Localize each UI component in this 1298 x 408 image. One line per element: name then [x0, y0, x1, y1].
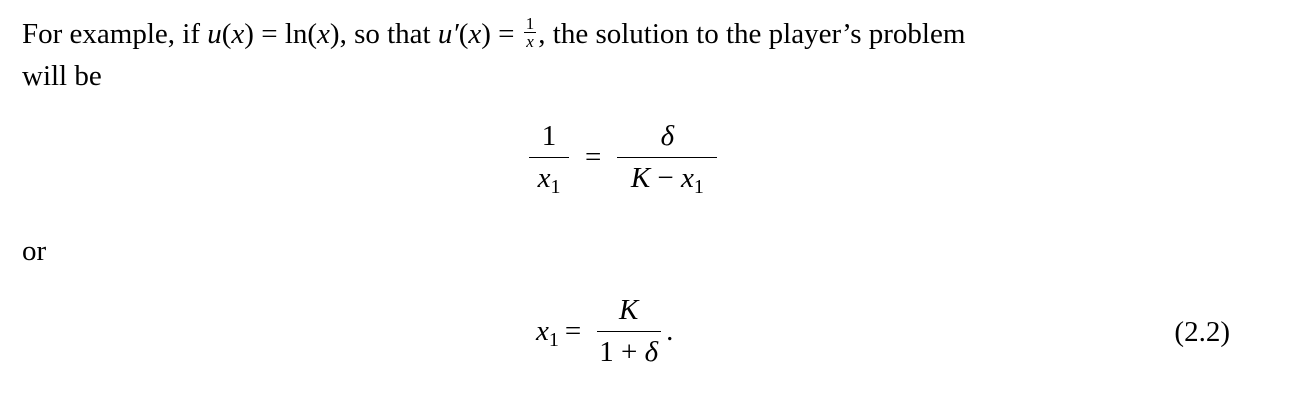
plus-sign: +	[613, 336, 645, 368]
var-x: x	[231, 18, 245, 50]
paragraph-intro: For example, if u(x) = ln(x), so that u′(x) = $\frac{1}{x}$ , the solution to the player’s problem will be	[22, 13, 966, 92]
var-delta: δ	[660, 120, 675, 152]
fraction-rhs	[593, 294, 664, 369]
inline-fraction	[524, 15, 537, 50]
subscript: 1	[693, 176, 704, 198]
equals-sign-2: =	[490, 18, 522, 50]
var-x: x	[537, 162, 551, 194]
var-x: x	[536, 315, 549, 347]
text-so-that: ), so that	[329, 18, 438, 50]
fraction-rhs-denominator	[625, 158, 710, 198]
fraction-lhs-numerator: 1	[529, 120, 569, 158]
var-K: K	[618, 294, 639, 326]
fraction-rhs-denominator	[593, 332, 664, 369]
inline-fraction-numerator: 1	[525, 13, 535, 33]
fraction-lhs-denominator	[532, 158, 567, 198]
equation-1	[525, 120, 721, 198]
period: .	[666, 315, 674, 347]
equation-number: (2.2)	[1174, 316, 1230, 348]
fraction-rhs-numerator	[597, 294, 661, 332]
text-will-be: will be	[22, 60, 102, 92]
fraction-rhs	[617, 120, 717, 198]
subscript: 1	[550, 176, 561, 198]
var-delta: δ	[644, 336, 659, 368]
text-or: or	[22, 235, 47, 267]
text-ln: ln(	[284, 18, 318, 50]
var-u: u	[207, 18, 222, 50]
subscript: 1	[548, 329, 559, 351]
equals-sign: =	[564, 315, 582, 347]
var-x: x	[681, 162, 694, 194]
var-x-3: x	[468, 18, 482, 50]
minus-sign: −	[650, 162, 682, 194]
equals-sign: =	[253, 18, 285, 50]
lhs	[536, 315, 559, 351]
fraction-lhs	[529, 120, 569, 198]
fraction-rhs-numerator	[617, 120, 717, 158]
text-lead: For example, if	[22, 18, 208, 50]
inline-fraction-denominator: x	[526, 31, 534, 51]
equation-2	[536, 294, 673, 369]
var-K: K	[630, 162, 651, 194]
var-x-2: x	[317, 18, 330, 50]
text-tail: , the solution to the player’s problem	[538, 18, 966, 50]
paragraph-or	[22, 230, 46, 272]
var-u-prime: u′	[437, 18, 459, 50]
digit-one: 1	[599, 336, 614, 368]
equals-sign: =	[585, 141, 602, 173]
